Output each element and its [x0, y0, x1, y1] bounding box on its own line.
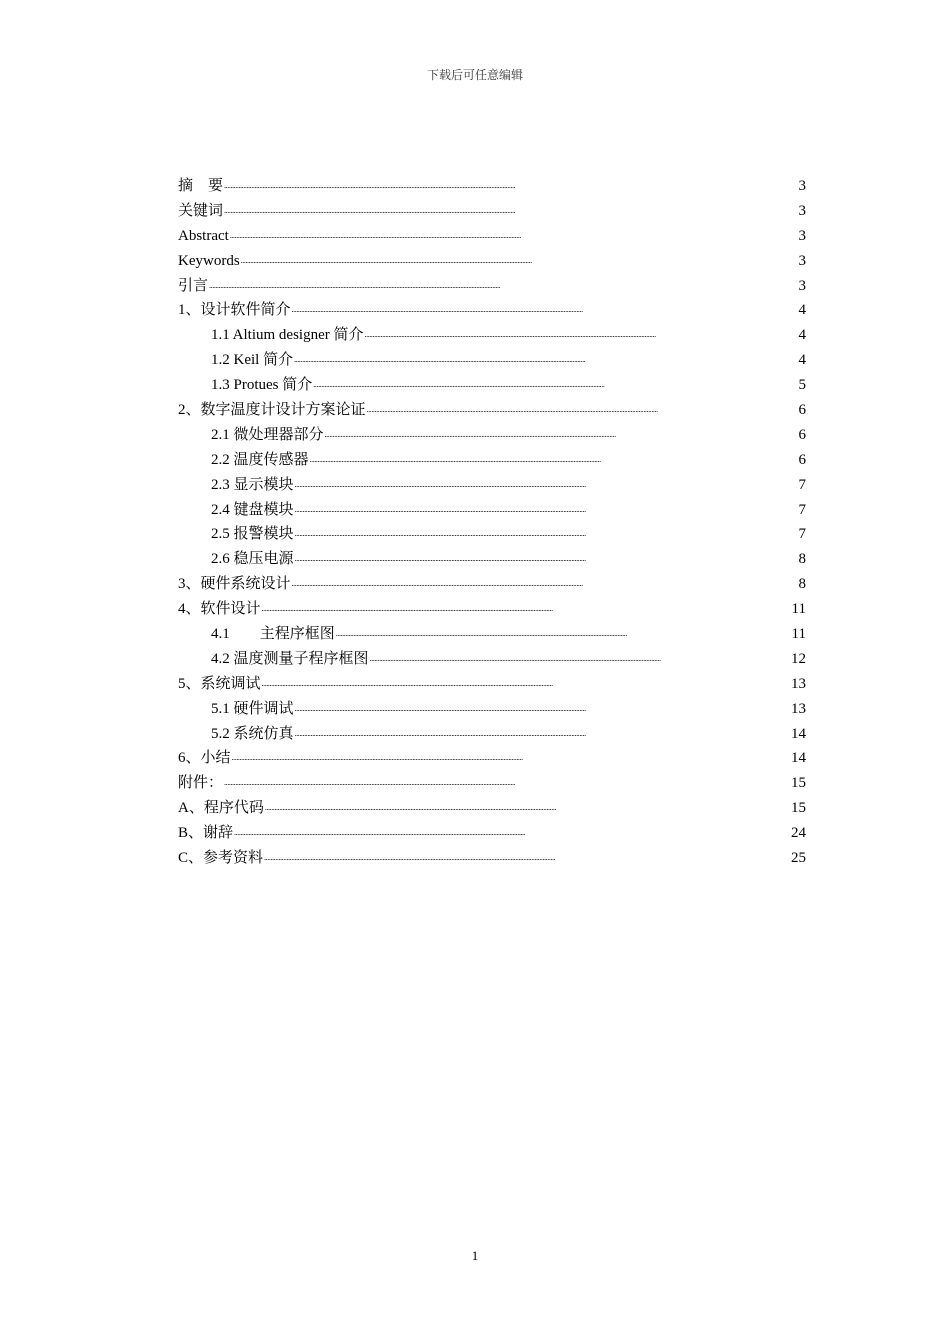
toc-entry-label-text: A、程序代码	[178, 800, 264, 817]
toc-entry-page: 4	[798, 302, 806, 319]
toc-leader-dots	[262, 673, 790, 688]
toc-entry-label	[178, 572, 291, 597]
toc-entry-label-text: 2.5 报警模块	[211, 526, 294, 543]
toc-entry-label	[178, 298, 291, 323]
toc-entry[interactable]	[178, 722, 806, 747]
toc-entry-page: 14	[791, 725, 806, 742]
toc-leader-dots	[295, 523, 798, 538]
toc-entry-label	[211, 323, 364, 348]
toc-entry-label-text: 1.1 Altium designer 简介	[211, 327, 364, 344]
toc-entry-label-text: 2.6 稳压电源	[211, 551, 294, 568]
toc-leader-dots	[224, 772, 790, 787]
toc-entry-label	[178, 672, 261, 697]
toc-entry-page: 6	[798, 426, 806, 443]
toc-entry[interactable]	[178, 423, 806, 448]
toc-leader-dots	[295, 474, 798, 489]
toc-entry-label	[178, 771, 223, 796]
toc-entry-page: 4	[798, 327, 806, 344]
toc-entry-page: 11	[791, 626, 806, 643]
toc-entry[interactable]	[178, 597, 806, 622]
toc-entry[interactable]	[178, 498, 806, 523]
toc-entry-page: 6	[798, 451, 806, 468]
toc-entry[interactable]	[178, 846, 806, 871]
toc-entry-label-text: 5、系统调试	[178, 675, 261, 692]
toc-entry-label-text: 引言	[178, 277, 209, 294]
toc-entry[interactable]	[178, 398, 806, 423]
toc-leader-dots	[224, 175, 797, 190]
toc-entry-label-text: 1、设计软件简介	[178, 302, 291, 319]
toc-entry[interactable]	[178, 771, 806, 796]
toc-entry-page: 3	[798, 252, 806, 269]
toc-entry-label	[211, 522, 294, 547]
toc-leader-dots	[336, 623, 791, 638]
toc-entry-label-text: 2.4 键盘模块	[211, 501, 294, 518]
toc-leader-dots	[295, 698, 790, 713]
toc-entry-page: 3	[798, 178, 806, 194]
toc-entry-page: 3	[798, 277, 806, 294]
toc-entry-label	[211, 473, 294, 498]
toc-entry[interactable]	[178, 547, 806, 572]
toc-entry[interactable]	[178, 572, 806, 597]
toc-entry-label-text: 1.3 Protues 简介	[211, 377, 313, 394]
toc-entry-page: 7	[798, 501, 806, 518]
toc-leader-dots	[365, 324, 798, 339]
toc-entry-page: 6	[798, 402, 806, 419]
toc-entry-label-text: 关键词	[178, 202, 224, 219]
toc-entry-label	[211, 448, 309, 473]
toc-entry[interactable]	[178, 796, 806, 821]
toc-entry[interactable]	[178, 174, 806, 199]
toc-entry-label-text: 摘 要	[178, 178, 224, 194]
toc-entry-label	[178, 846, 263, 871]
toc-entry-label	[211, 622, 335, 647]
toc-entry-label	[211, 547, 294, 572]
toc-entry-page: 15	[791, 775, 806, 792]
toc-entry-page: 13	[791, 675, 806, 692]
toc-leader-dots	[292, 573, 798, 588]
toc-entry-label-text: 4、软件设计	[178, 601, 261, 618]
toc-entry-label-text: B、谢辞	[178, 825, 234, 842]
toc-entry-label-text: 2.2 温度传感器	[211, 451, 309, 468]
header-note: 下载后可任意编辑	[426, 68, 523, 82]
toc-entry-label	[178, 821, 233, 846]
toc-entry[interactable]	[178, 249, 806, 274]
toc-entry-page: 24	[791, 825, 806, 842]
toc-leader-dots	[265, 797, 790, 812]
toc-entry-page: 11	[791, 601, 806, 618]
toc-entry[interactable]	[178, 672, 806, 697]
toc-entry-label-text: 2、数字温度计设计方案论证	[178, 402, 366, 419]
toc-entry[interactable]	[178, 522, 806, 547]
toc-entry[interactable]	[178, 448, 806, 473]
toc-entry-label	[178, 597, 261, 622]
toc-entry-label-text: 附件：	[178, 775, 224, 792]
toc-entry-label-text: 2.1 微处理器部分	[211, 426, 324, 443]
toc-entry-label-text: 2.3 显示模块	[211, 476, 294, 493]
toc-entry-page: 14	[791, 750, 806, 767]
toc-entry-label	[178, 224, 229, 249]
toc-entry[interactable]	[178, 373, 806, 398]
toc-leader-dots	[310, 449, 798, 464]
toc-entry-page: 3	[798, 227, 806, 244]
toc-entry-page: 15	[791, 800, 806, 817]
toc-entry[interactable]	[178, 821, 806, 846]
toc-entry[interactable]	[178, 473, 806, 498]
toc-entry-label	[211, 722, 294, 747]
toc-leader-dots	[241, 250, 798, 265]
toc-entry-label-suffix: 主程序框图	[259, 626, 335, 643]
toc-leader-dots	[234, 822, 790, 837]
toc-entry[interactable]	[178, 199, 806, 224]
toc-entry-page: 12	[791, 650, 806, 667]
toc-entry[interactable]	[178, 224, 806, 249]
toc-leader-dots	[292, 299, 798, 314]
toc-entry-label	[178, 249, 240, 274]
toc-entry[interactable]	[178, 622, 806, 647]
toc-entry-label	[211, 697, 294, 722]
toc-entry-label	[178, 746, 231, 771]
toc-entry-label	[178, 199, 223, 224]
toc-entry-page: 13	[791, 700, 806, 717]
toc-leader-dots	[230, 225, 798, 240]
toc-entry[interactable]	[178, 323, 806, 348]
toc-entry-label-text: Abstract	[178, 227, 229, 244]
toc-entry-label	[178, 274, 208, 299]
toc-entry-page: 25	[791, 850, 806, 867]
toc-leader-dots	[264, 847, 790, 862]
toc-leader-dots	[367, 399, 798, 414]
toc-entry-page: 8	[798, 551, 806, 568]
toc-entry-label	[178, 174, 223, 199]
toc-entry-label-text: C、参考资料	[178, 850, 264, 867]
toc-entry[interactable]	[178, 298, 806, 323]
toc-entry-page: 5	[798, 377, 806, 394]
toc-entry[interactable]	[178, 647, 806, 672]
toc-entry-label-text: 4.2 温度测量子程序框图	[211, 650, 369, 667]
toc-entry-page: 7	[798, 476, 806, 493]
toc-leader-dots	[325, 424, 798, 439]
toc-leader-dots	[209, 275, 797, 290]
toc-leader-dots	[313, 374, 797, 389]
toc-entry-label-text: 1.2 Keil 简介	[211, 352, 294, 369]
toc-entry-page: 4	[798, 352, 806, 369]
table-of-contents	[178, 174, 806, 871]
toc-entry-label	[211, 647, 369, 672]
toc-leader-dots	[294, 349, 797, 364]
toc-entry-label	[211, 373, 312, 398]
toc-entry-label-text: 6、小结	[178, 750, 231, 767]
toc-leader-dots	[232, 747, 790, 762]
toc-leader-dots	[295, 723, 790, 738]
toc-entry-label-text: Keywords	[178, 252, 240, 269]
toc-entry-label	[211, 348, 293, 373]
toc-entry-label	[211, 423, 324, 448]
toc-entry[interactable]	[178, 746, 806, 771]
toc-entry-label	[178, 398, 366, 423]
toc-entry[interactable]	[178, 348, 806, 373]
toc-entry-page: 7	[798, 526, 806, 543]
toc-entry[interactable]	[178, 274, 806, 299]
toc-entry-page: 8	[798, 576, 806, 593]
toc-entry-label	[211, 498, 294, 523]
toc-entry-page: 3	[798, 202, 806, 219]
toc-entry-label-text: 3、硬件系统设计	[178, 576, 291, 593]
toc-entry-label-text: 5.1 硬件调试	[211, 700, 294, 717]
toc-entry-label-text: 5.2 系统仿真	[211, 725, 294, 742]
toc-leader-dots	[370, 648, 790, 663]
toc-entry[interactable]	[178, 697, 806, 722]
page-number: 1	[471, 1248, 479, 1263]
toc-entry-label	[178, 796, 264, 821]
toc-leader-dots	[295, 499, 798, 514]
toc-leader-dots	[295, 548, 798, 563]
toc-entry-label-text: 4.1	[211, 626, 230, 643]
toc-leader-dots	[262, 598, 791, 613]
toc-leader-dots	[224, 200, 797, 215]
